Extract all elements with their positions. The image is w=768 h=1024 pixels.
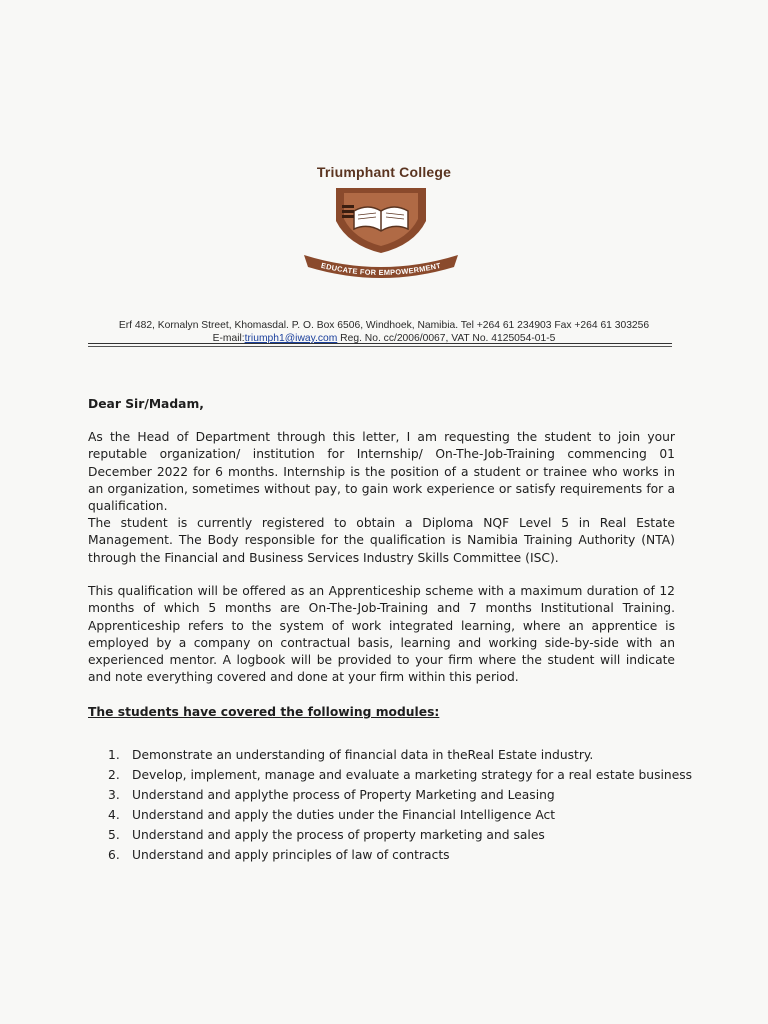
list-item bbox=[108, 805, 688, 825]
salutation: Dear Sir/Madam, bbox=[88, 397, 204, 411]
module-text: Understand and applythe process of Property Marketing and Leasing bbox=[132, 788, 555, 802]
list-item bbox=[108, 825, 688, 845]
module-text: Understand and apply the duties under the Financial Intelligence Act bbox=[132, 808, 556, 822]
list-number: 3. bbox=[108, 788, 120, 802]
list-number: 2. bbox=[108, 768, 120, 782]
list-number: 4. bbox=[108, 808, 120, 822]
list-item bbox=[108, 765, 693, 785]
paragraph-apprenticeship: This qualification will be offered as an Apprenticeship scheme with a maximum duration of 12 months of which 5 months are On-The-Job-Training and 7 months Institutional Training. Apprenticeship refers to the system of work integrated learning, where an apprentice is employed by a company on contractual basis, learning and working side-by-side with an experienced mentor. A logbook will be provided to your firm where the student will indicate and note everything covered and done at your firm within this period. bbox=[88, 584, 675, 685]
modules-heading: The students have covered the following modules: bbox=[88, 705, 440, 719]
header-divider-secondary bbox=[88, 346, 672, 347]
list-item bbox=[108, 745, 688, 765]
list-item bbox=[108, 785, 688, 805]
college-logo bbox=[296, 183, 466, 283]
header-divider bbox=[88, 343, 672, 344]
email-prefix: E-mail: bbox=[212, 333, 245, 344]
module-text: Develop, implement, manage and evaluate a marketing strategy for a real estate business bbox=[132, 768, 693, 782]
module-text: Understand and apply the process of property marketing and sales bbox=[132, 828, 545, 842]
college-name: Triumphant College bbox=[316, 164, 452, 180]
email-link[interactable]: triumph1@iway.com bbox=[244, 333, 338, 344]
list-number: 1. bbox=[108, 748, 120, 762]
modules-list bbox=[108, 745, 693, 865]
module-text: Demonstrate an understanding of financial data in theReal Estate industry. bbox=[132, 748, 594, 762]
address-line: Erf 482, Kornalyn Street, Khomasdal. P. O. Box 6506, Windhoek, Namibia. Tel +264 61 234903 Fax +264 61 303256 bbox=[118, 320, 650, 331]
college-motto: EDUCATE FOR EMPOWERMENT bbox=[320, 260, 442, 278]
paragraph-internship-request: As the Head of Department through this letter, I am requesting the student to join your reputable organization/ institution for Internship/ On-The-Job-Training commencing 01 December 2022 for 6 months. Internship is the position of a student or trainee who works in an organization, sometimes without pay, to gain work experience or satisfy requirements for a qualification. bbox=[88, 430, 675, 514]
module-text: Understand and apply principles of law of contracts bbox=[132, 848, 450, 862]
paragraph-registration: The student is currently registered to obtain a Diploma NQF Level 5 in Real Estate Management. The Body responsible for the qualification is Namibia Training Authority (NTA) through the Financial and Business Services Industry Skills Committee (ISC). bbox=[88, 516, 675, 565]
registration-info: Reg. No. cc/2006/0067, VAT No. 4125054-01-5 bbox=[337, 333, 556, 344]
list-item bbox=[108, 845, 688, 865]
list-number: 6. bbox=[108, 848, 120, 862]
list-number: 5. bbox=[108, 828, 120, 842]
